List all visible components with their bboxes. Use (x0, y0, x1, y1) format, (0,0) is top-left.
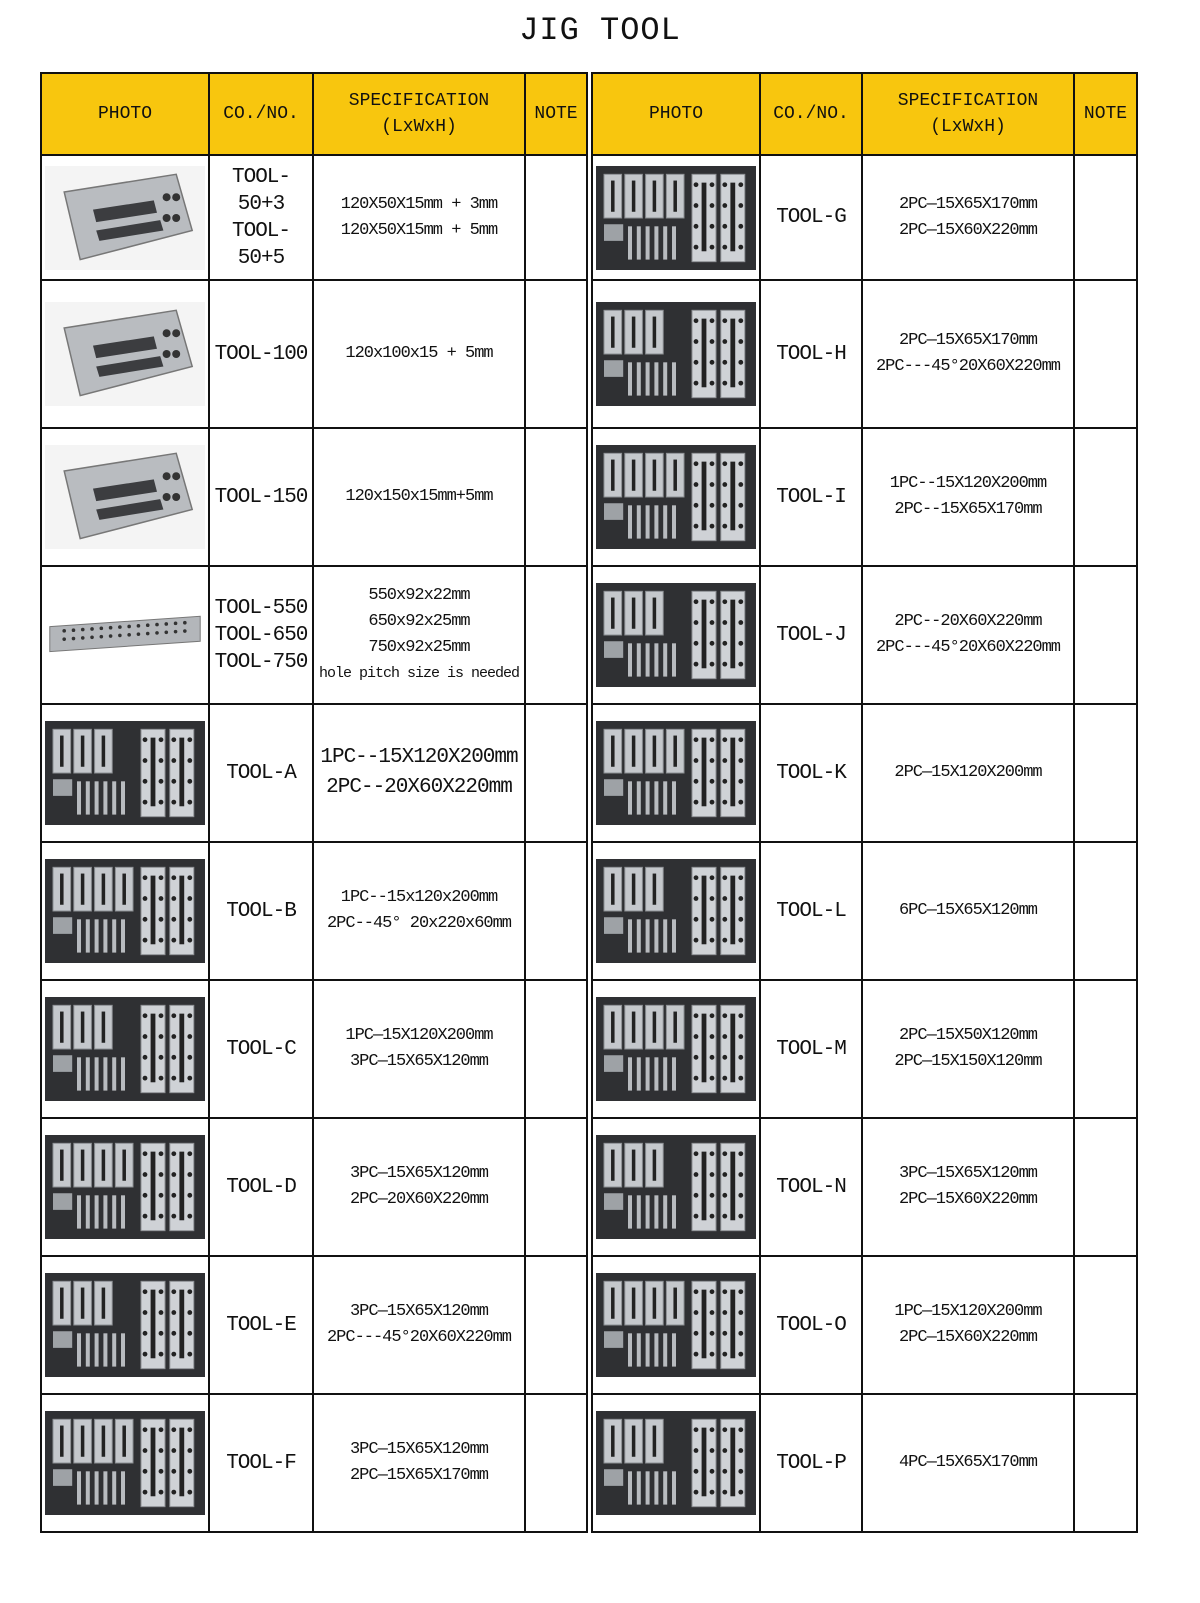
product-code: TOOL-N (776, 1175, 846, 1199)
spec-cell (862, 428, 1074, 566)
note-cell (525, 155, 587, 280)
photo-cell (592, 842, 760, 980)
product-code: TOOL-100 (214, 342, 308, 366)
note-cell (525, 1118, 587, 1256)
note-cell (1074, 155, 1137, 280)
kit-photo-image (45, 1273, 205, 1377)
spec-line: 1PC—15X120X200mm (345, 1026, 493, 1045)
product-code: TOOL-50+3 (231, 165, 290, 216)
header-spec-line2: (LxWxH) (381, 117, 457, 137)
product-photo (596, 583, 756, 687)
table-row (592, 566, 1137, 704)
product-photo (596, 1411, 756, 1515)
product-photo (596, 1135, 756, 1239)
code-cell (760, 280, 862, 428)
product-photo (45, 721, 205, 825)
table-row (41, 280, 587, 428)
spec-cell (862, 280, 1074, 428)
photo-cell (592, 280, 760, 428)
code-cell (760, 1394, 862, 1532)
product-photo (45, 166, 205, 270)
photo-cell (592, 566, 760, 704)
wire-plate-photo-image (45, 166, 205, 270)
table-header-row (592, 73, 1137, 155)
spec-cell (862, 842, 1074, 980)
product-code: TOOL-I (776, 485, 846, 509)
spec-line: 3PC—15X65X120mm (349, 1302, 489, 1321)
code-cell (760, 980, 862, 1118)
note-cell (525, 980, 587, 1118)
spec-line: 2PC—15X60X220mm (898, 1328, 1038, 1347)
spec-cell (313, 1394, 525, 1532)
note-cell (1074, 1256, 1137, 1394)
photo-cell (592, 428, 760, 566)
table-row (592, 155, 1137, 280)
header-spec (313, 73, 525, 155)
product-photo (45, 859, 205, 963)
product-code: TOOL-C (226, 1037, 296, 1061)
photo-cell (592, 155, 760, 280)
photo-cell (41, 1394, 209, 1532)
spec-line: 2PC--20X60X220mm (894, 612, 1042, 631)
header-code: CO./NO. (209, 73, 313, 155)
product-photo (45, 445, 205, 549)
wire-plate-photo-image (45, 302, 205, 406)
code-cell (209, 980, 313, 1118)
product-code: TOOL-D (226, 1175, 296, 1199)
product-code: TOOL-550 (214, 596, 308, 620)
page-title: JIG TOOL (519, 12, 681, 49)
kit-photo-image (596, 721, 756, 825)
table-row (41, 1394, 587, 1532)
product-code: TOOL-50+5 (231, 219, 290, 270)
photo-cell (41, 155, 209, 280)
photo-cell (41, 1256, 209, 1394)
product-photo (45, 997, 205, 1101)
product-code: TOOL-E (226, 1313, 296, 1337)
spec-cell (862, 1256, 1074, 1394)
spec-cell (313, 842, 525, 980)
product-code: TOOL-G (776, 206, 846, 229)
spec-line: 4PC—15X65X170mm (898, 1453, 1038, 1472)
spec-line: 2PC--20X60X220mm (326, 776, 512, 799)
table-row (41, 1118, 587, 1256)
product-code: TOOL-H (776, 342, 846, 366)
product-code: TOOL-M (776, 1037, 846, 1061)
spec-cell (313, 155, 525, 280)
spec-line: 2PC---45°20X60X220mm (875, 638, 1061, 657)
spec-line: 6PC—15X65X120mm (898, 901, 1038, 920)
kit-photo-image (45, 997, 205, 1101)
product-photo (596, 445, 756, 549)
note-cell (1074, 1118, 1137, 1256)
spec-line: 3PC—15X65X120mm (349, 1440, 489, 1459)
table-row (592, 704, 1137, 842)
product-code: TOOL-O (776, 1313, 846, 1337)
product-code: TOOL-P (776, 1451, 846, 1475)
note-cell (525, 566, 587, 704)
note-cell (525, 1394, 587, 1532)
header-spec-line1: SPECIFICATION (348, 91, 490, 111)
note-cell (1074, 704, 1137, 842)
spec-cell (862, 566, 1074, 704)
spec-line: 1PC—15X120X200mm (894, 1302, 1042, 1321)
kit-photo-image (45, 721, 205, 825)
product-code: TOOL-K (776, 761, 846, 785)
header-code: CO./NO. (760, 73, 862, 155)
header-note: NOTE (1074, 73, 1137, 155)
spec-line: 2PC—15X120X200mm (894, 763, 1042, 782)
table-row (592, 280, 1137, 428)
product-photo (45, 583, 205, 687)
spec-line: 1PC--15x120x200mm (340, 888, 498, 907)
spec-cell (313, 280, 525, 428)
spec-line: 2PC—15X60X220mm (898, 1190, 1038, 1209)
product-code: TOOL-J (776, 623, 846, 647)
code-cell (209, 1118, 313, 1256)
spec-line: 2PC—15X150X120mm (894, 1052, 1042, 1071)
spec-cell (862, 980, 1074, 1118)
spec-line: 3PC—15X65X120mm (898, 1164, 1038, 1183)
note-cell (1074, 842, 1137, 980)
code-cell (209, 704, 313, 842)
product-code: TOOL-650 (214, 623, 308, 647)
note-cell (1074, 566, 1137, 704)
note-cell (525, 1256, 587, 1394)
spec-line: 2PC--45° 20x220x60mm (326, 914, 512, 933)
product-photo (596, 302, 756, 406)
spec-line: 2PC—15X50X120mm (898, 1026, 1038, 1045)
code-cell (760, 428, 862, 566)
jig-table-right (591, 72, 1138, 1533)
spec-line: 2PC—15X65X170mm (898, 194, 1038, 214)
photo-cell (592, 980, 760, 1118)
spec-line: 650x92x25mm (368, 612, 470, 631)
photo-cell (592, 1256, 760, 1394)
note-cell (525, 704, 587, 842)
photo-cell (592, 1118, 760, 1256)
product-photo (596, 1273, 756, 1377)
kit-photo-image (596, 166, 756, 270)
product-photo (596, 859, 756, 963)
spec-cell (313, 1256, 525, 1394)
code-cell (760, 155, 862, 280)
photo-cell (41, 1118, 209, 1256)
table-row (592, 980, 1137, 1118)
spec-line: 550x92x22mm (368, 586, 470, 605)
kit-photo-image (596, 1273, 756, 1377)
note-cell (1074, 980, 1137, 1118)
code-cell (760, 1118, 862, 1256)
code-cell (760, 1256, 862, 1394)
spec-line: 2PC---45°20X60X220mm (326, 1328, 512, 1347)
spec-cell (313, 1118, 525, 1256)
kit-photo-image (45, 1135, 205, 1239)
note-cell (1074, 428, 1137, 566)
spec-cell (862, 1118, 1074, 1256)
note-cell (1074, 280, 1137, 428)
product-photo (45, 1135, 205, 1239)
code-cell (209, 428, 313, 566)
photo-cell (592, 704, 760, 842)
spec-line: 120x150x15mm+5mm (345, 487, 493, 506)
kit-photo-image (596, 997, 756, 1101)
wire-plate-photo-image (45, 445, 205, 549)
table-row (41, 155, 587, 280)
note-cell (1074, 1394, 1137, 1532)
spec-line: 2PC—15X65X170mm (898, 331, 1038, 350)
spec-line: 120X50X15mm + 3mm (340, 194, 498, 214)
note-cell (525, 280, 587, 428)
spec-line: 3PC—15X65X120mm (349, 1052, 489, 1071)
code-cell (209, 566, 313, 704)
code-cell (209, 842, 313, 980)
product-photo (596, 997, 756, 1101)
photo-cell (41, 980, 209, 1118)
spec-cell (313, 428, 525, 566)
code-cell (760, 566, 862, 704)
spec-line: 1PC--15X120X200mm (889, 474, 1047, 493)
table-row (41, 428, 587, 566)
product-photo (45, 1411, 205, 1515)
product-photo (45, 302, 205, 406)
header-photo: PHOTO (41, 73, 209, 155)
kit-photo-image (596, 445, 756, 549)
kit-photo-image (45, 1411, 205, 1515)
note-cell (525, 428, 587, 566)
header-note: NOTE (525, 73, 587, 155)
kit-photo-image (596, 583, 756, 687)
spec-line: 120X50X15mm + 5mm (340, 220, 498, 240)
product-code: TOOL-750 (214, 650, 308, 674)
kit-photo-image (45, 859, 205, 963)
table-header-row (41, 73, 587, 155)
photo-cell (41, 280, 209, 428)
code-cell (760, 842, 862, 980)
spec-cell (313, 980, 525, 1118)
table-row (592, 1394, 1137, 1532)
kit-photo-image (596, 1135, 756, 1239)
spec-line: 2PC—20X60X220mm (349, 1190, 489, 1209)
product-photo (45, 1273, 205, 1377)
header-photo: PHOTO (592, 73, 760, 155)
photo-cell (41, 842, 209, 980)
table-row (592, 842, 1137, 980)
spec-cell (313, 704, 525, 842)
spec-cell (862, 155, 1074, 280)
product-code: TOOL-L (776, 899, 846, 923)
header-spec-line2: (LxWxH) (930, 117, 1006, 137)
product-code: TOOL-A (226, 761, 296, 785)
bar-photo-image (45, 583, 205, 687)
code-cell (760, 704, 862, 842)
photo-cell (592, 1394, 760, 1532)
table-row (41, 704, 587, 842)
kit-photo-image (596, 1411, 756, 1515)
photo-cell (41, 428, 209, 566)
table-row (41, 1256, 587, 1394)
spec-line: 2PC--15X65X170mm (894, 500, 1042, 519)
header-spec (862, 73, 1074, 155)
spec-line: 120x100x15 + 5mm (345, 344, 493, 363)
code-cell (209, 280, 313, 428)
spec-line: 750x92x25mm (368, 638, 470, 657)
kit-photo-image (596, 302, 756, 406)
code-cell (209, 1256, 313, 1394)
product-photo (596, 166, 756, 270)
spec-cell (862, 704, 1074, 842)
spec-cell (862, 1394, 1074, 1532)
note-cell (525, 842, 587, 980)
table-row (41, 566, 587, 704)
spec-line: 2PC—15X65X170mm (349, 1466, 489, 1485)
kit-photo-image (596, 859, 756, 963)
spec-line: hole pitch size is needed (318, 665, 520, 682)
table-row (41, 842, 587, 980)
spec-line: 2PC---45°20X60X220mm (875, 357, 1061, 376)
spec-cell (313, 566, 525, 704)
code-cell (209, 1394, 313, 1532)
product-code: TOOL-B (226, 899, 296, 923)
spec-line: 2PC—15X60X220mm (898, 220, 1038, 240)
table-row (592, 1118, 1137, 1256)
spec-line: 3PC—15X65X120mm (349, 1164, 489, 1183)
table-row (41, 980, 587, 1118)
code-cell (209, 155, 313, 280)
photo-cell (41, 566, 209, 704)
spec-line: 1PC--15X120X200mm (320, 746, 518, 769)
photo-cell (41, 704, 209, 842)
jig-table-left (40, 72, 588, 1533)
table-row (592, 428, 1137, 566)
product-code: TOOL-F (226, 1451, 296, 1475)
product-code: TOOL-150 (214, 485, 308, 509)
table-row (592, 1256, 1137, 1394)
product-photo (596, 721, 756, 825)
header-spec-line1: SPECIFICATION (897, 91, 1039, 111)
